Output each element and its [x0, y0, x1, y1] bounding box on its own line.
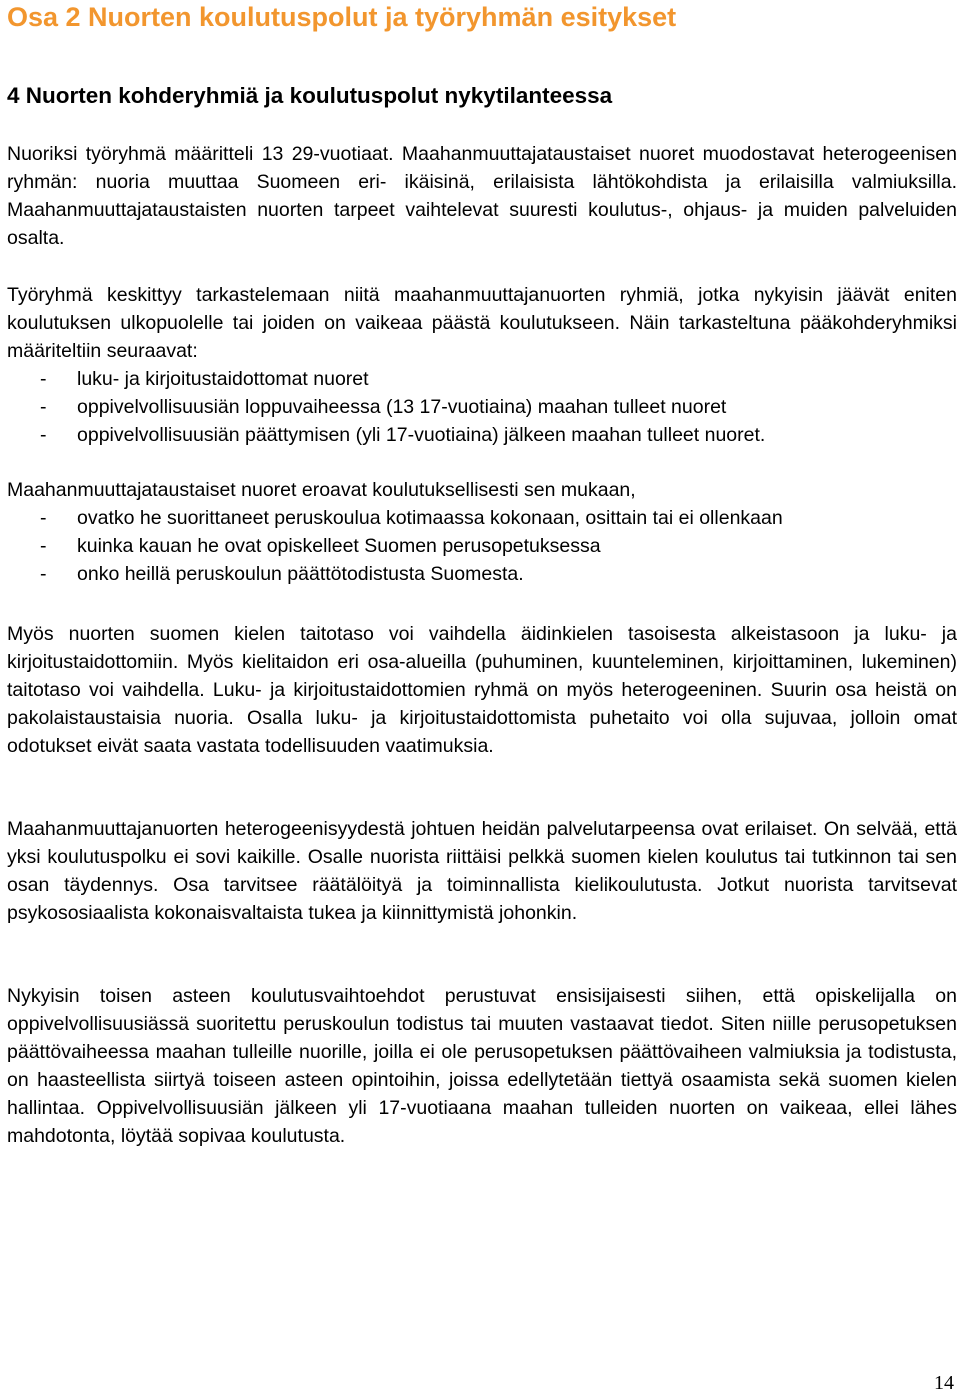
list-dash: -: [40, 507, 47, 529]
part-title: Osa 2 Nuorten koulutuspolut ja työryhmän esitykset: [7, 2, 677, 32]
paragraph-education-differences: Maahanmuuttajataustaiset nuoret eroavat koulutuksellisesti sen mukaan,: [7, 479, 636, 501]
paragraph-service-needs: Maahanmuuttajanuorten heterogeenisyydestä johtuen heidän palvelutarpeensa ovat erilaiset. On selvää, että yksi koulutuspolku ei sovi kaikille. Osalle nuorista riittäisi pelkkä suomen kielen koulutus tai tutkinnon tai sen osan täydennys. Osa tarvitsee räätälöityä ja toiminnallista kielikoulutusta. Jotkut nuorista tarvitsevat psykososiaalista kokonaisvaltaista tukea ja kiinnittymistä johonkin.: [7, 818, 957, 924]
education-difference-list: [7, 504, 957, 588]
chapter-title: 4 Nuorten kohderyhmiä ja koulutuspolut nykytilanteessa: [7, 83, 613, 108]
target-group-list: [7, 365, 957, 449]
list-item: - oppivelvollisuusiän päättymisen (yli 17-vuotiaina) jälkeen maahan tulleet nuoret.: [7, 421, 957, 449]
list-item: - luku- ja kirjoitustaidottomat nuoret: [7, 365, 957, 393]
paragraph-target-groups: Työryhmä keskittyy tarkastelemaan niitä maahanmuuttajanuorten ryhmiä, jotka nykyisin jäävät eniten koulutuksen ulkopuolelle tai joiden on vaikeaa päästä koulutukseen. Näin tarkasteltuna pääkohderyhmiksi määriteltiin seuraavat:: [7, 284, 957, 362]
list-dash: -: [40, 424, 47, 446]
paragraph-language-skills: Myös nuorten suomen kielen taitotaso voi vaihdella äidinkielen tasoisesta alkeistasoon ja luku- ja kirjoitustaidottomiin. Myös kielitaidon eri osa-alueilla (puhuminen, kuunteleminen, kirjoittaminen, lukeminen) taitotaso voi vaihdella. Luku- ja kirjoitustaidottomien ryhmä on myös heterogeeninen. Suurin osa heistä on pakolaistaustaisia nuoria. Osalla luku- ja kirjoitustaidottomista puhetaito voi olla sujuvaa, jolloin omat odotukset eivät saata vastata todellisuuden vaatimuksia.: [7, 623, 957, 757]
paragraph-secondary-education: Nykyisin toisen asteen koulutusvaihtoehdot perustuvat ensisijaisesti siihen, että opiskelijalla on oppivelvollisuusiässä suoritettu peruskoulun todistus tai muuten vastaavat tiedot. Siten niille perusopetuksen päättövaiheessa maahan tulleille nuorille, joilla ei ole perusopetuksen päättövaiheen valmiuksia ja todistusta, on haasteellista siirtyä toiseen asteen opintoihin, joissa edellytetään tiettyä osaamista sekä suomen kielen hallintaa. Oppivelvollisuusiän jälkeen yli 17-vuotiaana maahan tulleiden nuorten on vaikeaa, ellei lähes mahdotonta, löytää sopivaa koulutusta.: [7, 985, 957, 1147]
page-number: 14: [934, 1372, 954, 1394]
list-dash: -: [40, 535, 47, 557]
list-item: - ovatko he suorittaneet peruskoulua kotimaassa kokonaan, osittain tai ei ollenkaan: [7, 504, 957, 532]
list-dash: -: [40, 368, 47, 390]
list-dash: -: [40, 563, 47, 585]
list-item: - oppivelvollisuusiän loppuvaiheessa (13 17-vuotiaina) maahan tulleet nuoret: [7, 393, 957, 421]
paragraph-definition: Nuoriksi työryhmä määritteli 13 29-vuotiaat. Maahanmuuttajataustaiset nuoret muodostavat heterogeenisen ryhmän: nuoria muuttaa Suomeen eri- ikäisinä, erilaisista lähtökohdista ja erilaisilla valmiuksilla. Maahanmuuttajataustaisten nuorten tarpeet vaihtelevat suuresti koulutus-, ohjaus- ja muiden palveluiden osalta.: [7, 143, 957, 249]
list-item: - kuinka kauan he ovat opiskelleet Suomen perusopetuksessa: [7, 532, 957, 560]
list-dash: -: [40, 396, 47, 418]
list-item: - onko heillä peruskoulun päättötodistusta Suomesta.: [7, 560, 957, 588]
